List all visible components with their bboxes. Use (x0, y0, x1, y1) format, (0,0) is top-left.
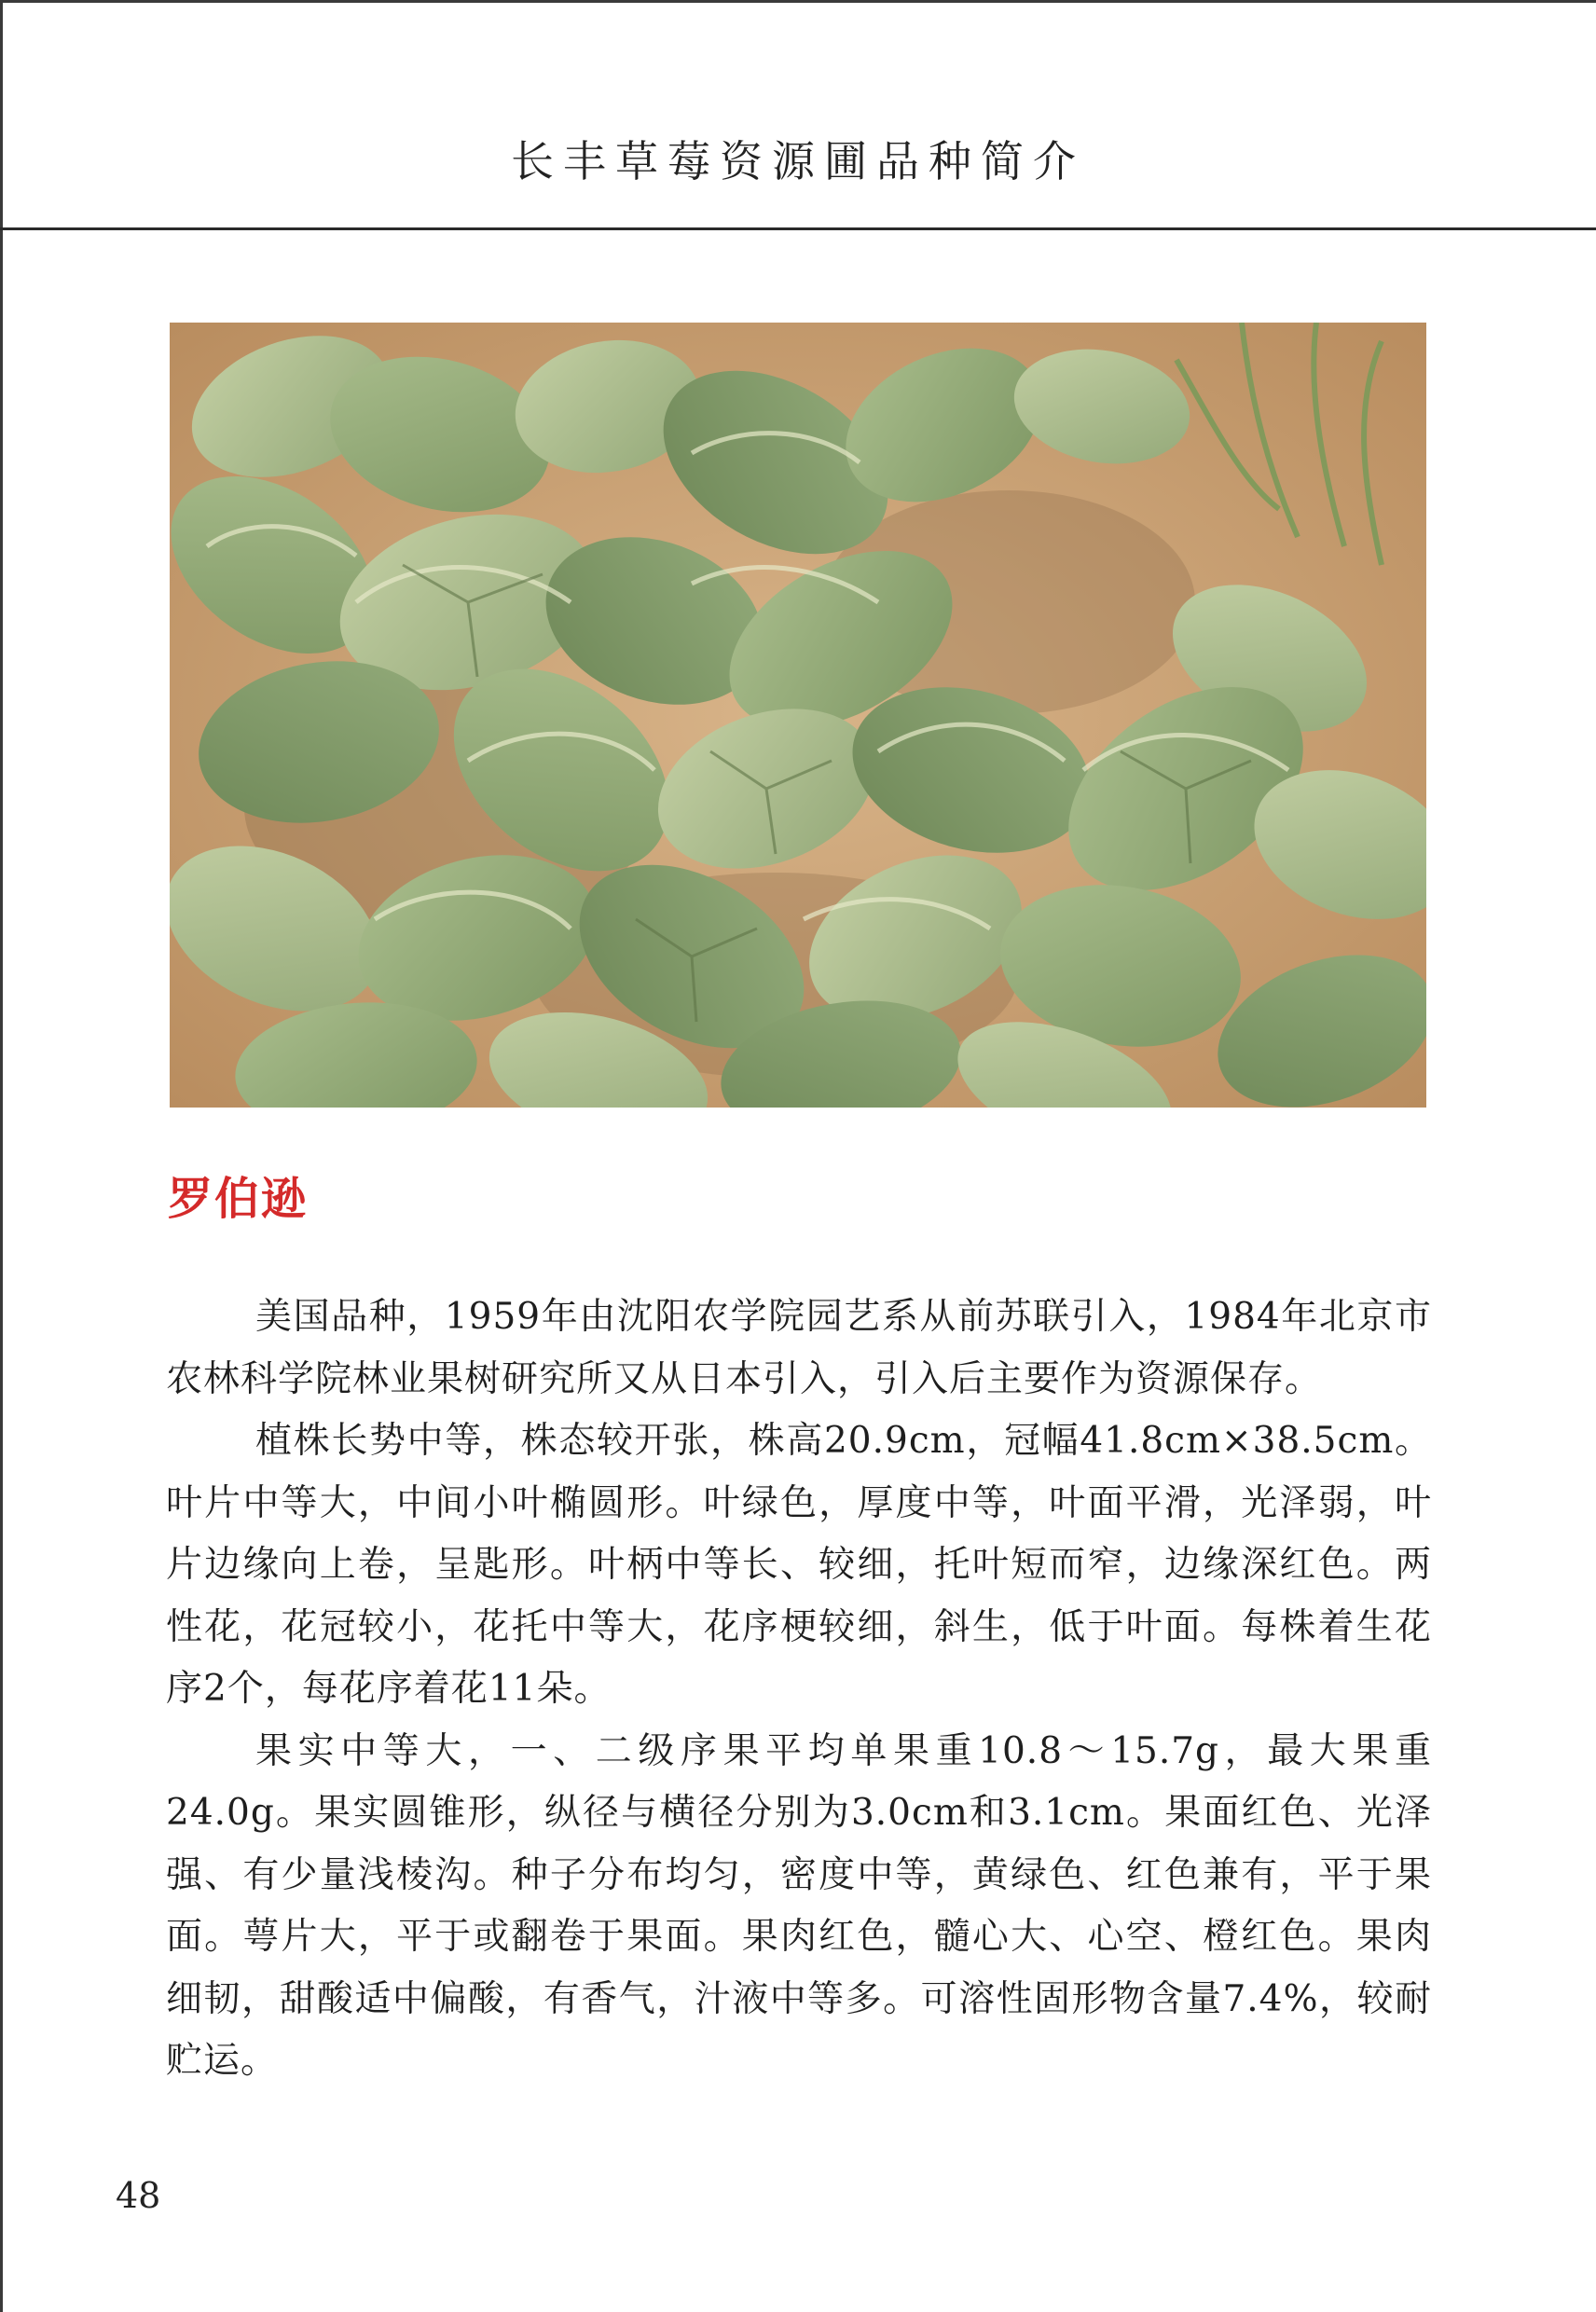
header-rule (0, 227, 1596, 230)
strawberry-plant-photo (170, 323, 1426, 1108)
strawberry-leaves-image (170, 323, 1426, 1108)
page-frame-left (0, 0, 3, 2312)
page-number: 48 (116, 2175, 161, 2216)
running-header: 长丰草莓资源圃品种简介 (511, 136, 1085, 186)
paragraph-origin: 美国品种，1959年由沈阳农学院园艺系从前苏联引入，1984年北京市农林科学院林业果树研究所又从日本引入，引入后主要作为资源保存。 (166, 1296, 1432, 1400)
variety-description (166, 1287, 1432, 2093)
variety-title: 罗伯逊 (168, 1173, 309, 1225)
paragraph-plant-traits: 植株长势中等，株态较开张，株高20.9cm，冠幅41.8cm×38.5cm。叶片中等大，中间小叶椭圆形。叶绿色，厚度中等，叶面平滑，光泽弱，叶片边缘向上卷，呈匙形。叶柄中等长、较细，托叶短而窄，边缘深红色。两性花，花冠较小，花托中等大，花序梗较细，斜生，低于叶面。每株着生花序2个，每花序着花11朵。 (166, 1420, 1432, 1710)
paragraph-fruit-traits: 果实中等大，一、二级序果平均单果重10.8～15.7g，最大果重24.0g。果实圆锥形，纵径与横径分别为3.0cm和3.1cm。果面红色、光泽强、有少量浅棱沟。种子分布均匀，密度中等，黄绿色、红色兼有，平于果面。萼片大，平于或翻卷于果面。果肉红色，髓心大、心空、橙红色。果肉细韧，甜酸适中偏酸，有香气，汁液中等多。可溶性固形物含量7.4%，较耐贮运。 (166, 1729, 1432, 2082)
page-frame-top (0, 0, 1596, 3)
